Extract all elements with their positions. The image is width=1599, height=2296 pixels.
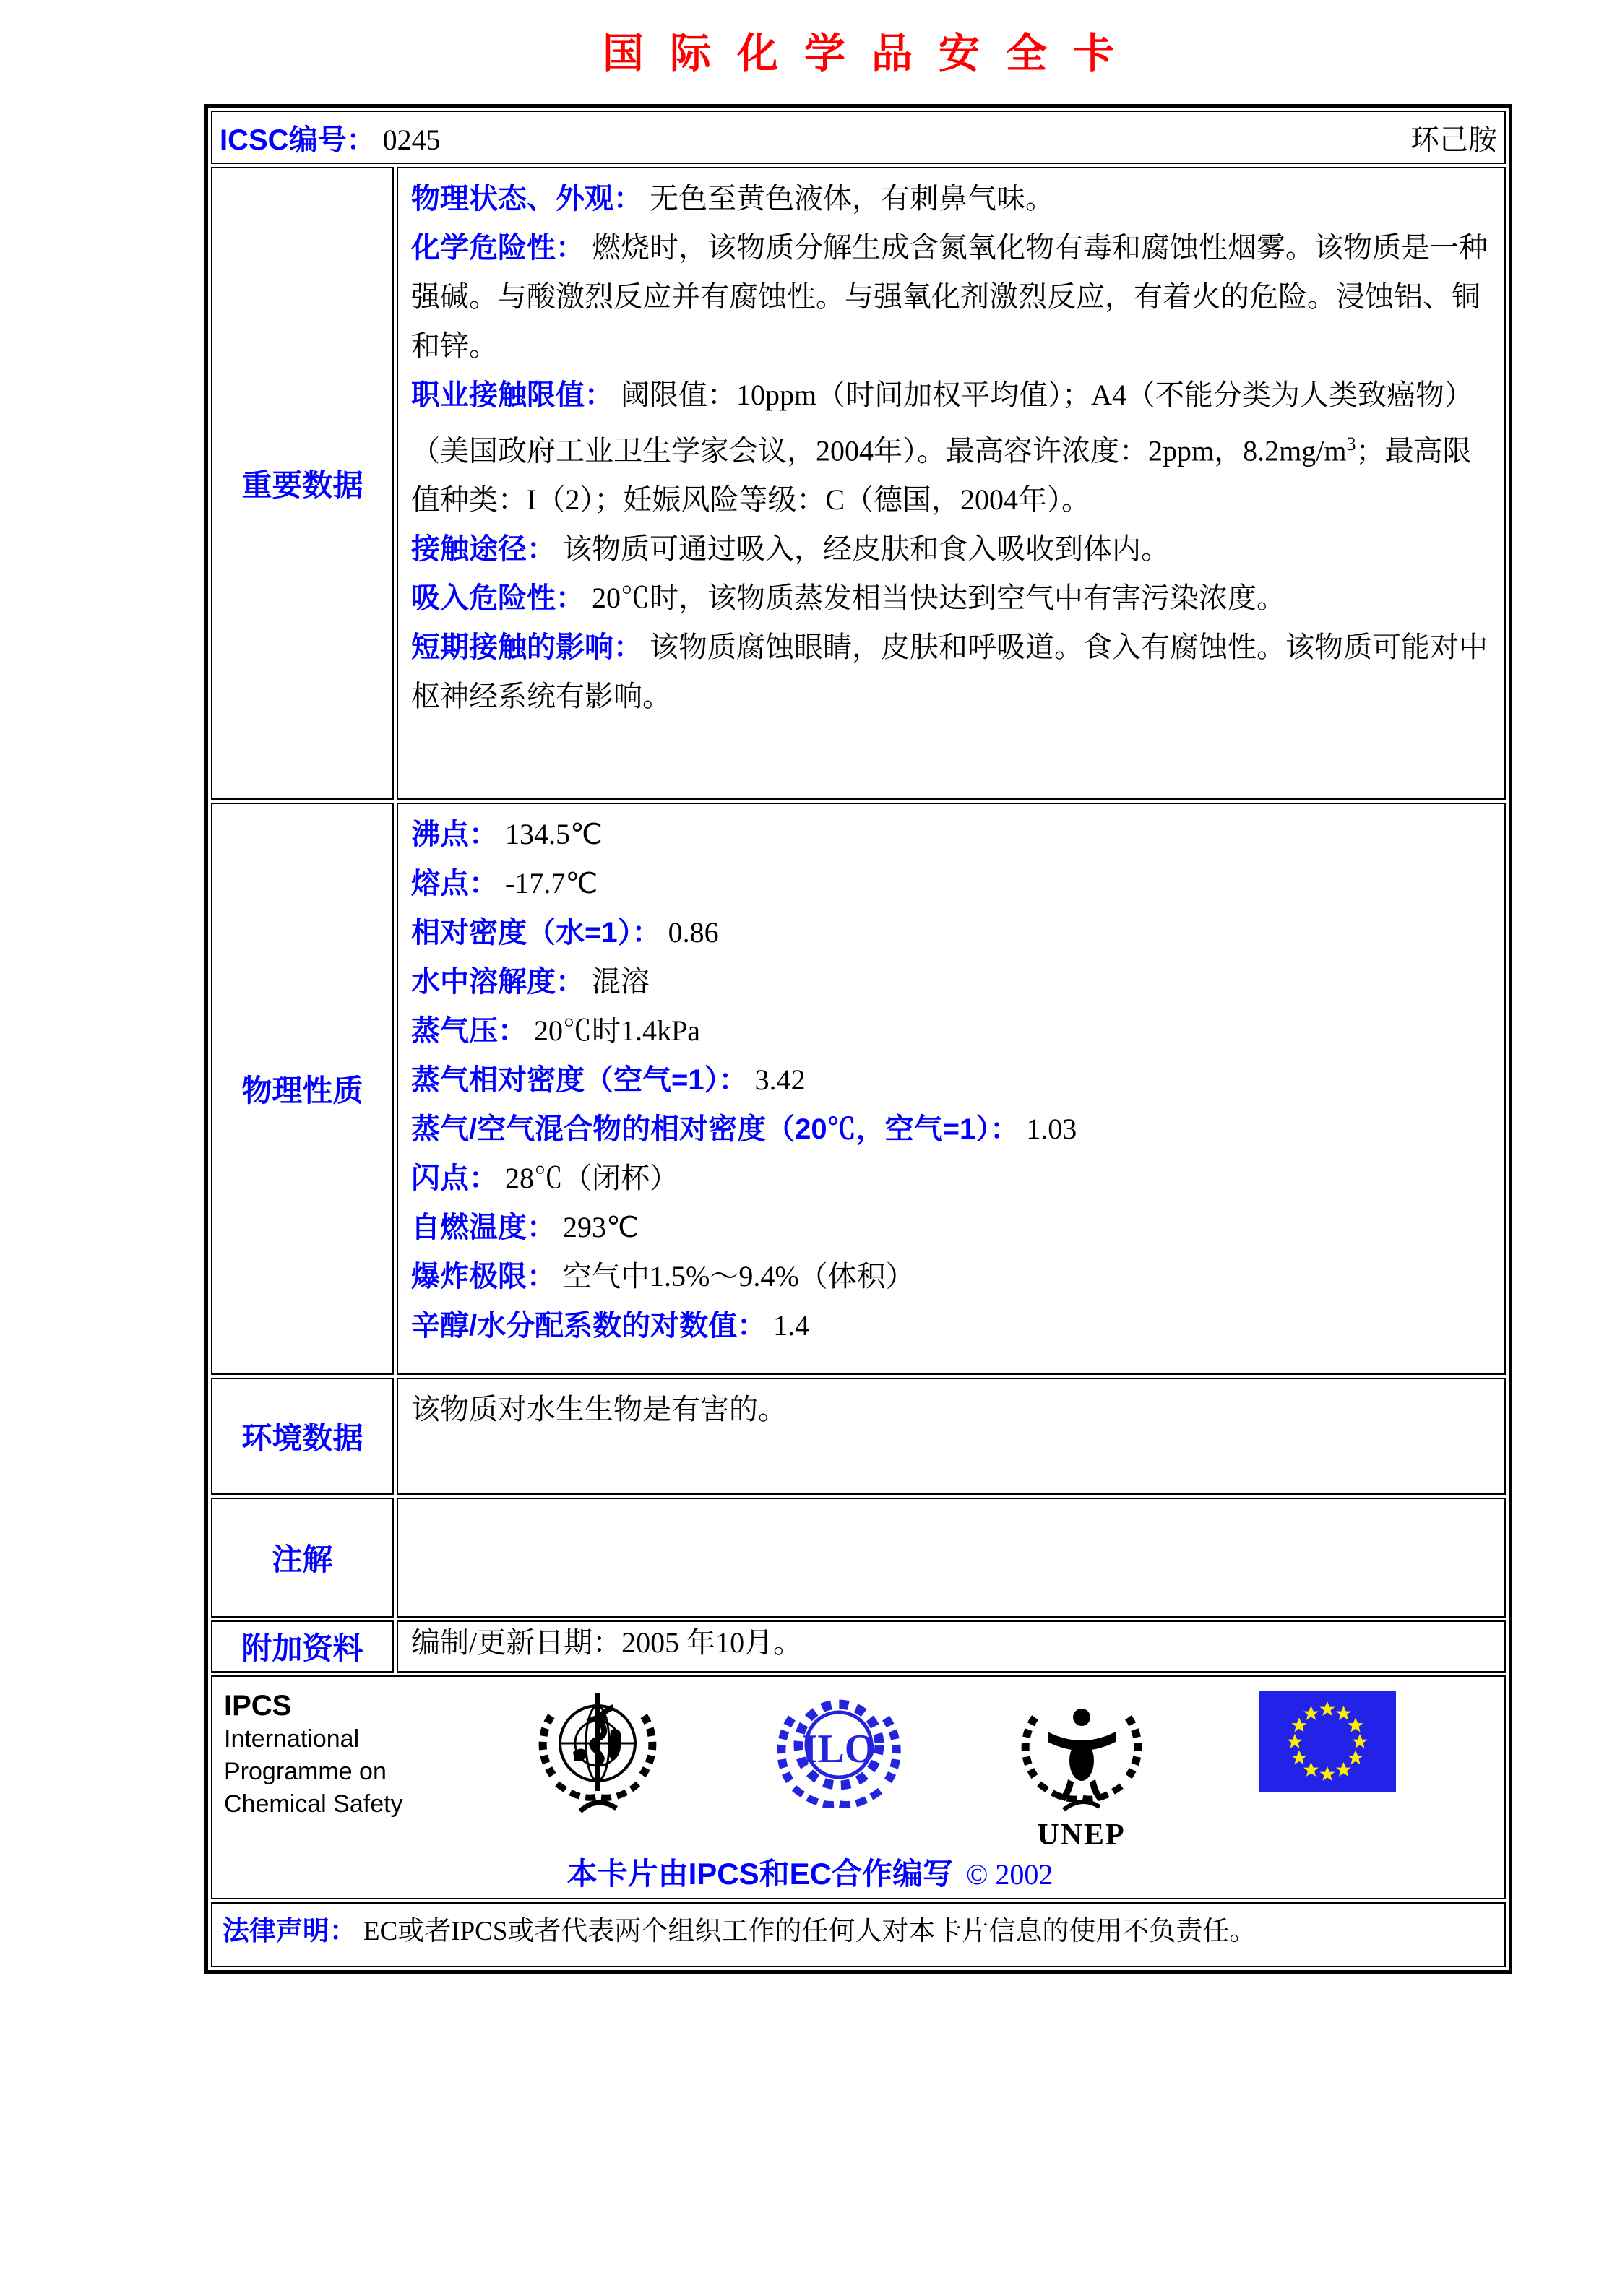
- property-explosive-limits: 爆炸极限： 空气中1.5%～9.4%（体积）: [411, 1260, 915, 1292]
- property-melting-point: 熔点： -17.7℃: [411, 867, 598, 899]
- property-octanol-water-partition: 辛醇/水分配系数的对数值： 1.4: [411, 1309, 810, 1342]
- chemical-name: 环己胺: [1410, 123, 1497, 156]
- ipcs-text-block: [224, 1688, 419, 1821]
- property-boiling-point: 沸点： 134.5℃: [411, 818, 603, 850]
- property-flash-point: 闪点： 28℃（闭杯）: [411, 1162, 678, 1194]
- additional-info-content: [397, 1620, 1506, 1673]
- important-item-appearance: 物理状态、外观： 无色至黄色液体，有刺鼻气味。: [411, 182, 1054, 215]
- icsc-number-group: [220, 117, 441, 158]
- property-water-solubility: 水中溶解度： 混溶: [411, 965, 650, 998]
- important-item-short-term-effects: 短期接触的影响： 该物质腐蚀眼睛，皮肤和呼吸道。食入有腐蚀性。该物质可能对中枢神经系统有影响。: [411, 631, 1488, 713]
- icsc-number-label: ICSC编号：: [220, 124, 376, 156]
- page-title: 国际化学品安全卡: [603, 30, 1140, 77]
- icsc-number-value: 0245: [382, 123, 441, 156]
- important-data-content: [397, 167, 1506, 800]
- environmental-data-content: [397, 1378, 1506, 1495]
- logos-row: [211, 1675, 1506, 1899]
- ilo-logo-letters: ILO: [801, 1727, 876, 1771]
- section-label-important-data: 重要数据: [211, 167, 394, 800]
- legal-statement-row: [211, 1902, 1506, 1967]
- ilo-logo-icon: [774, 1688, 904, 1818]
- credit-line: [224, 1850, 1396, 1894]
- ipcs-line-2: Programme on: [224, 1758, 387, 1785]
- icsc-table: [204, 104, 1512, 1974]
- ipcs-line-1: International: [224, 1725, 360, 1753]
- credit-text: 本卡片由IPCS和EC合作编写: [566, 1857, 953, 1891]
- who-logo-icon: [535, 1688, 658, 1821]
- eu-flag-icon: [1259, 1691, 1396, 1796]
- section-label-additional-info: 附加资料: [211, 1620, 394, 1673]
- icsc-header-row: [211, 111, 1506, 164]
- copyright-text: © 2002: [965, 1858, 1053, 1891]
- important-item-chemical-danger: 化学危险性： 燃烧时，该物质分解生成含氮氧化物有毒和腐蚀性烟雾。该物质是一种强碱。与酸激烈反应并有腐蚀性。与强氧化剂激烈反应，有着火的危险。浸蚀铝、铜和锌。: [411, 231, 1488, 362]
- additional-info-text: 编制/更新日期：2005 年10月。: [411, 1626, 803, 1659]
- important-item-inhalation-risk: 吸入危险性： 20℃时，该物质蒸发相当快达到空气中有害污染浓度。: [411, 582, 1285, 615]
- property-relative-density: 相对密度（水=1）： 0.86: [411, 916, 719, 949]
- important-item-exposure-routes: 接触途径： 该物质可通过吸入，经皮肤和食入吸收到体内。: [411, 532, 1170, 566]
- property-autoignition-temperature: 自燃温度： 293℃: [411, 1211, 639, 1243]
- ipcs-title: IPCS: [224, 1690, 292, 1722]
- section-label-physical-properties: 物理性质: [211, 803, 394, 1375]
- notes-content: [397, 1498, 1506, 1618]
- unep-logo-icon: [1020, 1688, 1143, 1852]
- property-vapor-air-mixture-density: 蒸气/空气混合物的相对密度（20℃，空气=1）： 1.03: [411, 1113, 1077, 1145]
- property-vapor-pressure: 蒸气压： 20℃时1.4kPa: [411, 1014, 700, 1047]
- unep-logo-label: UNEP: [1037, 1818, 1126, 1852]
- superscript-3: 3: [1346, 433, 1356, 454]
- legal-label: 法律声明：: [223, 1916, 356, 1946]
- physical-properties-content: [397, 803, 1506, 1375]
- section-label-notes: 注解: [211, 1498, 394, 1618]
- property-vapor-density: 蒸气相对密度（空气=1）： 3.42: [411, 1063, 806, 1096]
- environmental-data-text: 该物质对水生生物是有害的。: [411, 1393, 787, 1425]
- legal-text: EC或者IPCS或者代表两个组织工作的任何人对本卡片信息的使用不负责任。: [363, 1917, 1257, 1946]
- important-item-occupational-limits: 职业接触限值： 阈限值：10ppm（时间加权平均值）；A4（不能分类为人类致癌物）（美国政府工业卫生学家会议，2004年）。最高容许浓度：2ppm，$8.2mg/m^3$；最高限值种类：I（2）；妊娠风险等级：C（德国，2004年）。: [411, 379, 1473, 517]
- section-label-environmental-data: 环境数据: [211, 1378, 394, 1495]
- ipcs-line-3: Chemical Safety: [224, 1790, 403, 1818]
